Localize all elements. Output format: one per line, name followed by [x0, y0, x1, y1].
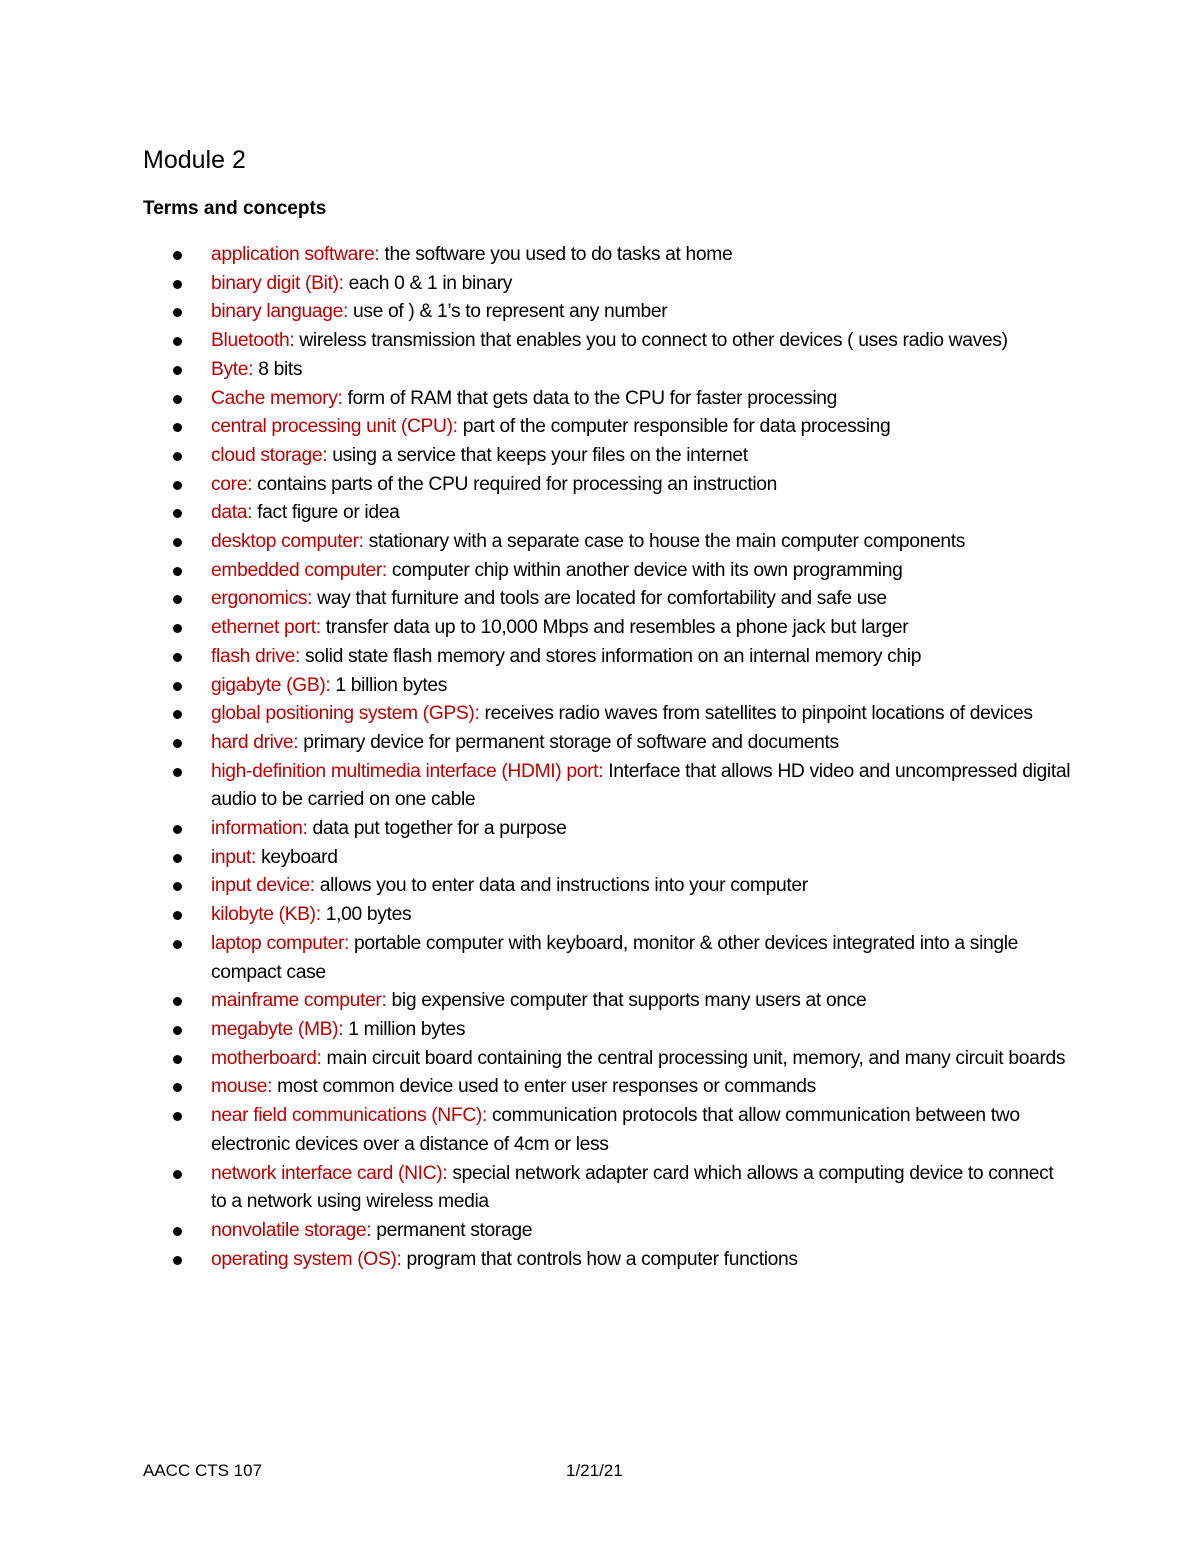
term-name: hard drive: [211, 731, 299, 753]
bullet-icon [173, 509, 182, 518]
term-name: central processing unit (CPU): [211, 416, 458, 438]
term-name: Byte: [211, 358, 254, 380]
list-item [211, 327, 1071, 356]
term-definition: the software you used to do tasks at home [379, 244, 733, 265]
list-item [211, 442, 1071, 471]
bullet-icon [173, 825, 182, 834]
bullet-icon [173, 251, 182, 260]
term-definition: use of ) & 1’s to represent any number [347, 301, 668, 323]
bullet-icon [173, 739, 182, 748]
term-definition: 8 bits [253, 358, 303, 380]
term-definition: portable computer with keyboard, monitor & other devices integrated into a single compact case [211, 932, 1019, 983]
terms-list [211, 241, 1071, 1274]
term-name: input: [211, 846, 257, 868]
term-definition: wireless transmission that enables you to connect to other devices ( uses radio waves) [294, 330, 1008, 352]
bullet-icon [173, 624, 182, 633]
list-item [211, 1073, 1071, 1102]
bullet-icon [173, 653, 182, 662]
term-name: binary language: [211, 301, 348, 323]
term-name: binary digit (Bit): [211, 272, 344, 294]
term-definition: 1,00 bytes [320, 904, 412, 926]
bullet-icon [173, 682, 182, 691]
term-definition: big expensive computer that supports many users at once [386, 990, 867, 1012]
bullet-icon [173, 940, 182, 949]
list-item [211, 270, 1071, 299]
section-heading: Terms and concepts [143, 198, 327, 219]
term-name: core: [211, 473, 253, 495]
bullet-icon [173, 395, 182, 404]
term-definition: 1 billion bytes [330, 674, 448, 696]
bullet-icon [173, 308, 182, 317]
term-definition: Interface that allows HD video and uncompressed digital audio to be carried on one cable [211, 760, 1071, 811]
term-name: information: [211, 818, 308, 840]
bullet-icon [173, 854, 182, 863]
list-item [211, 557, 1071, 586]
term-name: cloud storage: [211, 444, 328, 466]
term-definition: receives radio waves from satellites to pinpoint locations of devices [479, 703, 1033, 725]
list-item [211, 1045, 1071, 1074]
list-item [211, 872, 1071, 901]
bullet-icon [173, 1026, 182, 1035]
term-name: operating system (OS): [211, 1248, 402, 1270]
term-name: high-definition multimedia interface (HDMI) port: [211, 760, 604, 782]
term-name: motherboard: [211, 1047, 322, 1069]
term-definition: special network adapter card which allows a computing device to connect to a network using wireless media [211, 1162, 1054, 1213]
term-definition: most common device used to enter user responses or commands [272, 1076, 816, 1098]
bullet-icon [173, 710, 182, 719]
list-item [211, 1016, 1071, 1045]
list-item [211, 1102, 1071, 1159]
term-name: global positioning system (GPS): [211, 703, 480, 725]
list-item [211, 1160, 1071, 1217]
term-definition: allows you to enter data and instructions into your computer [314, 875, 808, 897]
term-definition: primary device for permanent storage of software and documents [298, 731, 839, 753]
bullet-icon [173, 1256, 182, 1265]
term-name: mouse: [211, 1076, 273, 1098]
list-item [211, 930, 1071, 987]
term-definition: part of the computer responsible for data processing [457, 416, 891, 438]
term-definition: main circuit board containing the central processing unit, memory, and many circuit boards [321, 1047, 1066, 1069]
list-item [211, 729, 1071, 758]
list-item [211, 356, 1071, 385]
term-name: embedded computer: [211, 559, 387, 581]
term-definition: computer chip within another device with its own programming [386, 559, 903, 581]
term-definition: data put together for a purpose [307, 818, 567, 840]
bullet-icon [173, 911, 182, 920]
list-item [211, 844, 1071, 873]
bullet-icon [173, 452, 182, 461]
bullet-icon [173, 280, 182, 289]
bullet-icon [173, 366, 182, 375]
bullet-icon [173, 768, 182, 777]
term-definition: permanent storage [371, 1219, 533, 1241]
term-name: data: [211, 502, 253, 524]
term-name: application software: [211, 244, 380, 265]
term-name: near field communications (NFC): [211, 1105, 487, 1127]
bullet-icon [173, 1170, 182, 1179]
term-name: input device: [211, 875, 315, 897]
list-item [211, 471, 1071, 500]
term-name: ergonomics: [211, 588, 313, 610]
term-name: ethernet port: [211, 617, 321, 639]
term-name: network interface card (NIC): [211, 1162, 448, 1184]
term-definition: transfer data up to 10,000 Mbps and resembles a phone jack but larger [320, 617, 909, 639]
list-item [211, 672, 1071, 701]
list-item [211, 987, 1071, 1016]
bullet-icon [173, 882, 182, 891]
list-item [211, 815, 1071, 844]
bullet-icon [173, 567, 182, 576]
term-definition: program that controls how a computer functions [401, 1248, 798, 1270]
term-name: laptop computer: [211, 932, 350, 954]
term-name: mainframe computer: [211, 990, 387, 1012]
footer-date: 1/21/21 [566, 1461, 623, 1480]
bullet-icon [173, 997, 182, 1006]
term-name: megabyte (MB): [211, 1018, 344, 1040]
list-item [211, 901, 1071, 930]
term-definition: form of RAM that gets data to the CPU for faster processing [342, 387, 837, 409]
term-name: desktop computer: [211, 531, 364, 553]
term-definition: fact figure or idea [252, 502, 400, 524]
bullet-icon [173, 1227, 182, 1236]
term-definition: communication protocols that allow communication between two electronic devices over a distance of 4cm or less [211, 1105, 1020, 1155]
bullet-icon [173, 1083, 182, 1092]
term-name: nonvolatile storage: [211, 1219, 372, 1241]
term-definition: using a service that keeps your files on the internet [327, 444, 748, 466]
term-definition: 1 million bytes [343, 1018, 466, 1040]
list-item [211, 499, 1071, 528]
term-definition: way that furniture and tools are located for comfortability and safe use [312, 588, 887, 610]
list-item [211, 643, 1071, 672]
term-definition: each 0 & 1 in binary [343, 272, 513, 294]
list-item [211, 1217, 1071, 1246]
bullet-icon [173, 1112, 182, 1121]
bullet-icon [173, 595, 182, 604]
term-name: flash drive: [211, 645, 301, 667]
term-name: kilobyte (KB): [211, 904, 321, 926]
term-name: Bluetooth: [211, 330, 295, 352]
list-item [211, 758, 1071, 815]
list-item [211, 1246, 1071, 1275]
term-definition: keyboard [256, 846, 338, 868]
list-item [211, 700, 1071, 729]
term-name: gigabyte (GB): [211, 674, 331, 696]
term-definition: solid state flash memory and stores information on an internal memory chip [300, 645, 922, 667]
list-item [211, 614, 1071, 643]
list-item [211, 385, 1071, 414]
list-item [211, 298, 1071, 327]
bullet-icon [173, 1055, 182, 1064]
list-item [211, 585, 1071, 614]
bullet-icon [173, 481, 182, 490]
list-item [211, 528, 1071, 557]
term-definition: stationary with a separate case to house the main computer components [363, 531, 966, 553]
page-title: Module 2 [143, 146, 246, 174]
bullet-icon [173, 337, 182, 346]
bullet-icon [173, 538, 182, 547]
term-definition: contains parts of the CPU required for processing an instruction [252, 473, 778, 495]
footer-course: AACC CTS 107 [143, 1461, 263, 1480]
list-item [211, 413, 1071, 442]
bullet-icon [173, 423, 182, 432]
list-item [211, 241, 1071, 270]
term-name: Cache memory: [211, 387, 343, 409]
